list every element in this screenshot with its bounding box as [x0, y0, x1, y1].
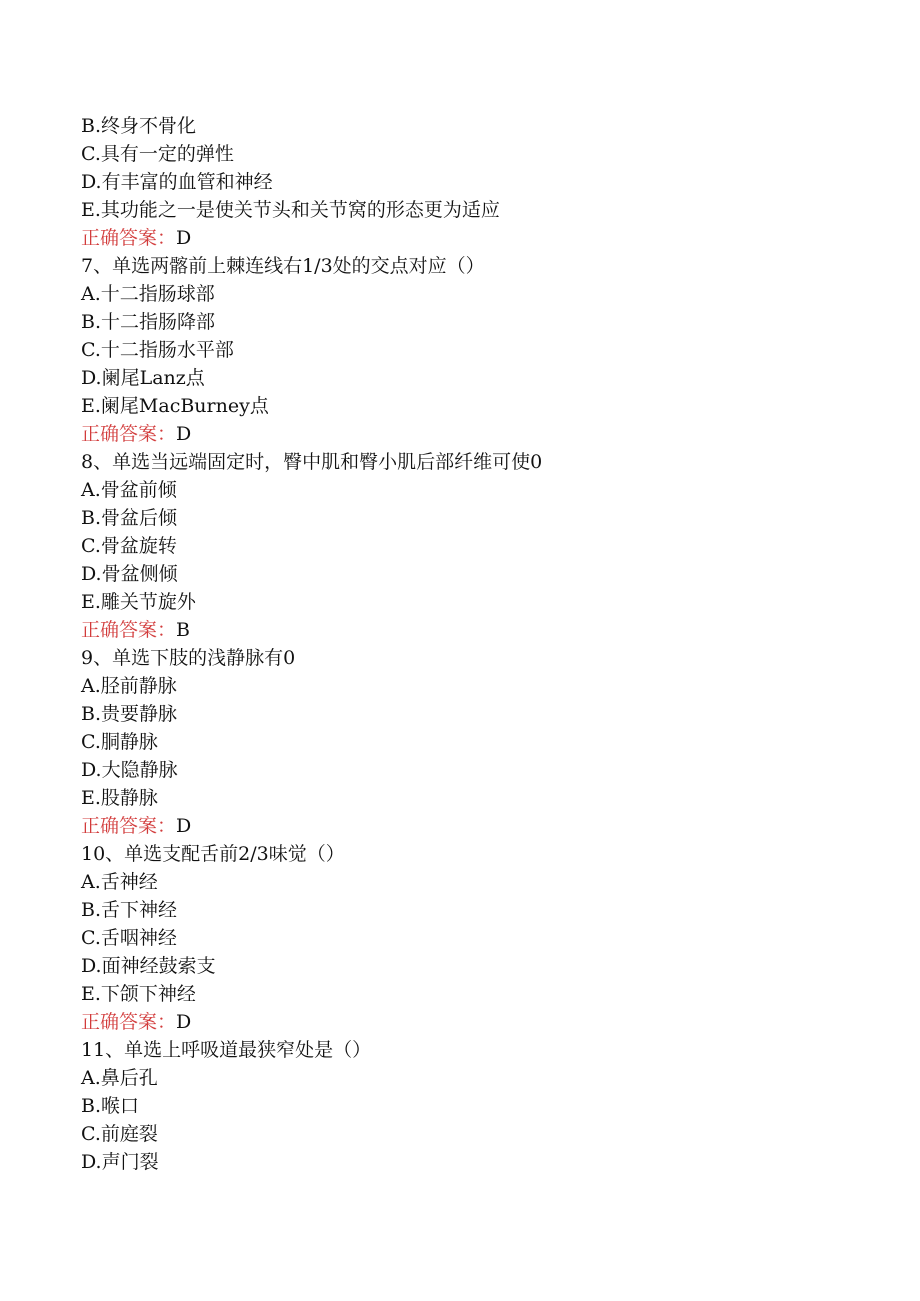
- option-line: E.雕关节旋外: [81, 591, 196, 613]
- option-line: D.阑尾Lanz点: [81, 367, 205, 389]
- answer-label: 正确答案：: [81, 619, 177, 641]
- option-line: D.大隐静脉: [81, 759, 178, 781]
- answer-line: [81, 812, 881, 840]
- option-line: C.骨盆旋转: [81, 535, 177, 557]
- option-line: D.有丰富的血管和神经: [81, 171, 273, 193]
- answer-value: D: [176, 815, 192, 837]
- option-line: A.十二指肠球部: [81, 283, 215, 305]
- question-line: 9、单选下肢的浅静脉有0: [81, 647, 296, 669]
- question-line: 10、单选支配舌前2/3味觉（）: [81, 843, 345, 865]
- answer-value: D: [176, 1011, 192, 1033]
- option-line: C.前庭裂: [81, 1123, 158, 1145]
- option-line: B.舌下神经: [81, 899, 178, 921]
- answer-line: [81, 420, 881, 448]
- answer-line: [81, 224, 881, 252]
- answer-label: 正确答案：: [81, 227, 177, 249]
- option-line: E.阑尾MacBurney点: [81, 395, 269, 417]
- option-line: B.终身不骨化: [81, 115, 197, 137]
- option-line: B.骨盆后倾: [81, 507, 178, 529]
- option-line: B.贵要静脉: [81, 703, 178, 725]
- option-line: C.胴静脉: [81, 731, 158, 753]
- answer-label: 正确答案：: [81, 1011, 177, 1033]
- option-line: D.面神经鼓索支: [81, 955, 216, 977]
- option-line: D.声门裂: [81, 1151, 159, 1173]
- option-line: D.骨盆侧倾: [81, 563, 178, 585]
- option-line: B.十二指肠降部: [81, 311, 216, 333]
- option-line: C.具有一定的弹性: [81, 143, 234, 165]
- option-line: E.股静脉: [81, 787, 158, 809]
- answer-value: D: [176, 227, 192, 249]
- question-line: 7、单选两髂前上棘连线右1/3处的交点对应（）: [81, 255, 485, 277]
- answer-label: 正确答案：: [81, 423, 177, 445]
- option-line: E.下颌下神经: [81, 983, 196, 1005]
- option-line: A.舌神经: [81, 871, 158, 893]
- answer-value: B: [176, 619, 190, 641]
- question-line: 11、单选上呼吸道最狭窄处是（）: [81, 1039, 372, 1061]
- document-page: [81, 112, 881, 1176]
- answer-line: [81, 1008, 881, 1036]
- option-line: C.十二指肠水平部: [81, 339, 234, 361]
- option-line: A.鼻后孔: [81, 1067, 158, 1089]
- answer-label: 正确答案：: [81, 815, 177, 837]
- answer-line: [81, 616, 881, 644]
- option-line: C.舌咽神经: [81, 927, 177, 949]
- option-line: A.骨盆前倾: [81, 479, 177, 501]
- option-line: A.胫前静脉: [81, 675, 177, 697]
- question-line: 8、单选当远端固定时，臀中肌和臀小肌后部纤维可使0: [81, 451, 543, 473]
- option-line: B.喉口: [81, 1095, 140, 1117]
- option-line: E.其功能之一是使关节头和关节窝的形态更为适应: [81, 199, 500, 221]
- answer-value: D: [176, 423, 192, 445]
